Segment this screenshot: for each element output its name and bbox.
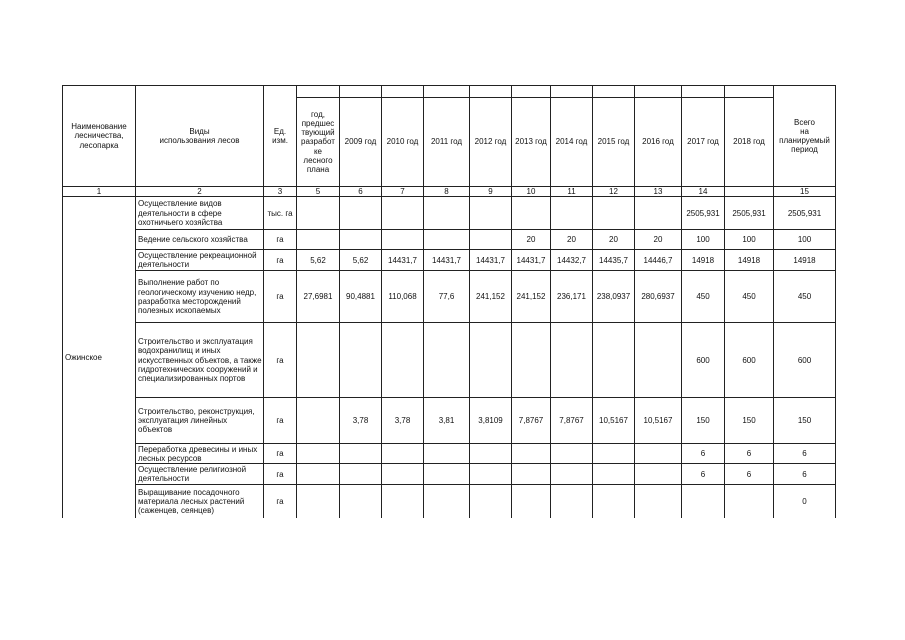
value-cell: 20: [512, 230, 551, 250]
value-cell: [635, 485, 682, 518]
use-type-cell: Осуществление рекреационной деятельности: [136, 250, 264, 271]
header-year: 2010 год: [382, 98, 424, 187]
table-row: [63, 323, 836, 398]
value-cell: 14431,7: [382, 250, 424, 271]
value-cell: [340, 197, 382, 230]
column-number: 6: [340, 187, 382, 197]
value-cell: 600: [774, 323, 836, 398]
value-cell: 14431,7: [470, 250, 512, 271]
column-number: 9: [470, 187, 512, 197]
forest-use-table: [62, 85, 836, 518]
value-cell: [635, 444, 682, 464]
value-cell: 10,5167: [593, 398, 635, 444]
value-cell: 150: [774, 398, 836, 444]
unit-cell: га: [264, 464, 297, 485]
header-year: 2013 год: [512, 98, 551, 187]
value-cell: 100: [682, 230, 725, 250]
value-cell: 3,81: [424, 398, 470, 444]
value-cell: [512, 485, 551, 518]
use-type-cell: Выращивание посадочного материала лесных растений (саженцев, сеянцев): [136, 485, 264, 518]
forestry-name: Ожинское: [63, 197, 136, 518]
column-number: 14: [682, 187, 725, 197]
unit-cell: га: [264, 444, 297, 464]
unit-cell: га: [264, 323, 297, 398]
value-cell: [297, 197, 340, 230]
unit-cell: га: [264, 271, 297, 323]
column-number: [725, 187, 774, 197]
value-cell: 450: [682, 271, 725, 323]
header-top-cell: [424, 86, 470, 98]
value-cell: [382, 485, 424, 518]
value-cell: 100: [725, 230, 774, 250]
use-type-cell: Осуществление видов деятельности в сфере охотничьего хозяйства: [136, 197, 264, 230]
header-top-cell: [682, 86, 725, 98]
value-cell: [424, 323, 470, 398]
header-top-cell: [470, 86, 512, 98]
value-cell: 450: [725, 271, 774, 323]
use-type-cell: Выполнение работ по геологическому изучению недр, разработка месторождений полезных ископаемых: [136, 271, 264, 323]
value-cell: [512, 323, 551, 398]
value-cell: [551, 464, 593, 485]
value-cell: [424, 485, 470, 518]
table-row: [63, 485, 836, 518]
value-cell: 14446,7: [635, 250, 682, 271]
value-cell: [470, 197, 512, 230]
value-cell: [512, 444, 551, 464]
value-cell: [340, 485, 382, 518]
table-row: [63, 250, 836, 271]
value-cell: [593, 464, 635, 485]
value-cell: [470, 444, 512, 464]
use-type-cell: Ведение сельского хозяйства: [136, 230, 264, 250]
value-cell: [382, 197, 424, 230]
value-cell: [297, 485, 340, 518]
column-number: 8: [424, 187, 470, 197]
value-cell: 6: [774, 444, 836, 464]
header-top-cell: [551, 86, 593, 98]
header-unit: Ед. изм.: [264, 86, 297, 187]
value-cell: 2505,931: [725, 197, 774, 230]
value-cell: 14431,7: [512, 250, 551, 271]
value-cell: 27,6981: [297, 271, 340, 323]
unit-cell: тыс. га: [264, 197, 297, 230]
unit-cell: га: [264, 485, 297, 518]
value-cell: [635, 197, 682, 230]
value-cell: 5,62: [340, 250, 382, 271]
value-cell: [382, 444, 424, 464]
value-cell: [424, 230, 470, 250]
value-cell: [424, 197, 470, 230]
value-cell: 100: [774, 230, 836, 250]
value-cell: 20: [635, 230, 682, 250]
table-row: [63, 398, 836, 444]
value-cell: 7,8767: [551, 398, 593, 444]
header-year: 2011 год: [424, 98, 470, 187]
value-cell: 6: [682, 444, 725, 464]
unit-cell: га: [264, 398, 297, 444]
table-row: [63, 230, 836, 250]
header-year: 2012 год: [470, 98, 512, 187]
table-row: [63, 271, 836, 323]
header-top-cell: [635, 86, 682, 98]
value-cell: 20: [593, 230, 635, 250]
unit-cell: га: [264, 250, 297, 271]
value-cell: 600: [725, 323, 774, 398]
value-cell: [424, 464, 470, 485]
value-cell: 450: [774, 271, 836, 323]
value-cell: [682, 485, 725, 518]
use-type-cell: Строительство и эксплуатация водохранилищ и иных искусственных объектов, а также гидротехнических сооружений и специализированных портов: [136, 323, 264, 398]
value-cell: [340, 464, 382, 485]
value-cell: 238,0937: [593, 271, 635, 323]
value-cell: [512, 464, 551, 485]
value-cell: 14435,7: [593, 250, 635, 271]
column-number: 10: [512, 187, 551, 197]
value-cell: 280,6937: [635, 271, 682, 323]
value-cell: 3,78: [340, 398, 382, 444]
value-cell: [635, 323, 682, 398]
column-number: 7: [382, 187, 424, 197]
value-cell: [340, 323, 382, 398]
header-year: 2009 год: [340, 98, 382, 187]
value-cell: [593, 485, 635, 518]
value-cell: [382, 230, 424, 250]
value-cell: 110,068: [382, 271, 424, 323]
column-number: 1: [63, 187, 136, 197]
value-cell: 600: [682, 323, 725, 398]
column-number: 12: [593, 187, 635, 197]
value-cell: [382, 323, 424, 398]
unit-cell: га: [264, 230, 297, 250]
value-cell: [297, 444, 340, 464]
value-cell: [470, 464, 512, 485]
header-year: 2015 год: [593, 98, 635, 187]
column-number: 2: [136, 187, 264, 197]
use-type-cell: Осуществление религиозной деятельности: [136, 464, 264, 485]
value-cell: [297, 398, 340, 444]
value-cell: 90,4881: [340, 271, 382, 323]
value-cell: [593, 444, 635, 464]
header-forestry: Наименование лесничества, лесопарка: [63, 86, 136, 187]
value-cell: 3,8109: [470, 398, 512, 444]
value-cell: [297, 323, 340, 398]
use-type-cell: Строительство, реконструкция, эксплуатация линейных объектов: [136, 398, 264, 444]
header-top-cell: [512, 86, 551, 98]
value-cell: 6: [682, 464, 725, 485]
column-number: 13: [635, 187, 682, 197]
value-cell: 14918: [725, 250, 774, 271]
header-top-cell: [593, 86, 635, 98]
value-cell: 241,152: [512, 271, 551, 323]
value-cell: 2505,931: [682, 197, 725, 230]
value-cell: 7,8767: [512, 398, 551, 444]
header-prev-year: год, предшес твующий разработ ке лесного плана: [297, 98, 340, 187]
value-cell: 2505,931: [774, 197, 836, 230]
value-cell: [635, 464, 682, 485]
header-use-types: Виды использования лесов: [136, 86, 264, 187]
value-cell: 5,62: [297, 250, 340, 271]
header-top-cell: [297, 86, 340, 98]
value-cell: 14431,7: [424, 250, 470, 271]
value-cell: [340, 444, 382, 464]
value-cell: [470, 485, 512, 518]
value-cell: 14918: [774, 250, 836, 271]
value-cell: [551, 444, 593, 464]
value-cell: 236,171: [551, 271, 593, 323]
value-cell: [551, 485, 593, 518]
table-row: [63, 464, 836, 485]
value-cell: 14918: [682, 250, 725, 271]
value-cell: [512, 197, 551, 230]
header-top-cell: [725, 86, 774, 98]
header-year: 2016 год: [635, 98, 682, 187]
header-year: 2018 год: [725, 98, 774, 187]
value-cell: 10,5167: [635, 398, 682, 444]
table-row: [63, 444, 836, 464]
value-cell: [551, 197, 593, 230]
value-cell: 0: [774, 485, 836, 518]
column-number: 11: [551, 187, 593, 197]
value-cell: [725, 485, 774, 518]
value-cell: [340, 230, 382, 250]
value-cell: 241,152: [470, 271, 512, 323]
value-cell: 3,78: [382, 398, 424, 444]
header-total: Всего на планируемый период: [774, 86, 836, 187]
value-cell: [424, 444, 470, 464]
value-cell: [297, 230, 340, 250]
value-cell: 6: [725, 464, 774, 485]
value-cell: 150: [725, 398, 774, 444]
use-type-cell: Переработка древесины и иных лесных ресурсов: [136, 444, 264, 464]
value-cell: [382, 464, 424, 485]
value-cell: [470, 230, 512, 250]
value-cell: [551, 323, 593, 398]
value-cell: [593, 323, 635, 398]
table-row: [63, 197, 836, 230]
value-cell: [297, 464, 340, 485]
value-cell: [470, 323, 512, 398]
header-year: 2017 год: [682, 98, 725, 187]
header-top-cell: [340, 86, 382, 98]
value-cell: 77,6: [424, 271, 470, 323]
value-cell: 6: [725, 444, 774, 464]
value-cell: 20: [551, 230, 593, 250]
value-cell: 6: [774, 464, 836, 485]
column-number: 15: [774, 187, 836, 197]
value-cell: 150: [682, 398, 725, 444]
value-cell: [593, 197, 635, 230]
value-cell: 14432,7: [551, 250, 593, 271]
header-year: 2014 год: [551, 98, 593, 187]
column-number: 5: [297, 187, 340, 197]
header-top-cell: [382, 86, 424, 98]
column-number: 3: [264, 187, 297, 197]
